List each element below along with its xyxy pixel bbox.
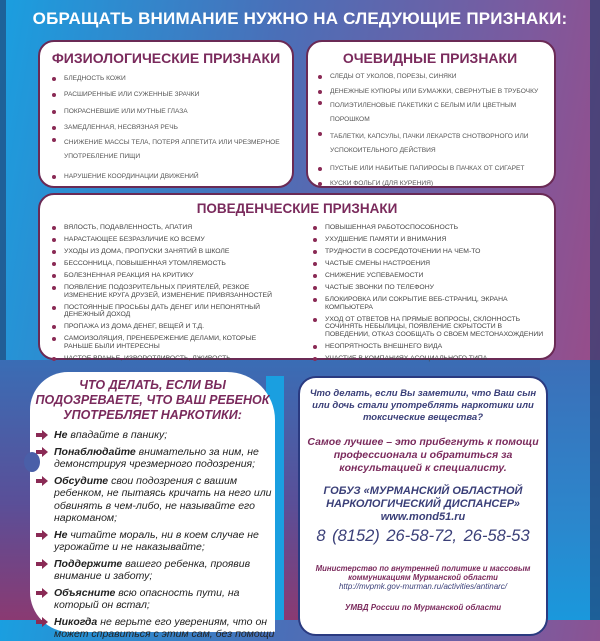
contact-info-box bbox=[298, 376, 548, 636]
list-item: ПРОПАЖА ИЗ ДОМА ДЕНЕГ, ВЕЩЕЙ И Т.Д. bbox=[50, 323, 283, 331]
arrow-right-icon bbox=[36, 559, 48, 569]
list-item: УХОД ОТ ОТВЕТОВ НА ПРЯМЫЕ ВОПРОСЫ, СКЛОННОСТЬ СОЧИНЯТЬ НЕБЫЛИЦЫ, ПОЯВЛЕНИЕ СКРЫТОСТИ В ПОВЕДЕНИИ, ОТКАЗ СООБЩАТЬ О СВОЕМ МЕСТОНАХОЖДЕНИИ bbox=[311, 316, 544, 339]
physiological-list bbox=[50, 75, 282, 181]
info-question: Что делать, если Вы заметили, что Ваш сын или дочь стали употреблять наркотики или токсические вещества? bbox=[309, 388, 537, 423]
list-item: ЧАСТЫЕ СМЕНЫ НАСТРОЕНИЯ bbox=[311, 260, 544, 268]
behavioral-signs-box bbox=[38, 193, 556, 360]
advice-item: Никогда не верьте его уверениям, что он может справиться с этим сам, без помощи bbox=[54, 616, 275, 641]
list-item: БЛОКИРОВКА ИЛИ СОКРЫТИЕ ВЕБ-СТРАНИЦ, ЭКРАНА КОМПЬЮТЕРА bbox=[311, 296, 544, 311]
organization-name: ГОБУЗ «МУРМАНСКИЙ ОБЛАСТНОЙ НАРКОЛОГИЧЕСКИЙ ДИСПАНСЕР» bbox=[323, 485, 523, 510]
arrow-right-icon bbox=[36, 588, 48, 598]
advice-list bbox=[30, 429, 275, 641]
list-item: ДЕНЕЖНЫЕ КУПЮРЫ ИЛИ БУМАЖКИ, СВЕРНУТЫЕ В ТРУБОЧКУ bbox=[316, 88, 544, 96]
list-item: СНИЖЕНИЕ МАССЫ ТЕЛА, ПОТЕРЯ АППЕТИТА ИЛИ ЧРЕЗМЕРНОЕ УПОТРЕБЛЕНИЕ ПИЩИ bbox=[50, 136, 282, 164]
main-title: ОБРАЩАТЬ ВНИМАНИЕ НУЖНО НА СЛЕДУЮЩИЕ ПРИЗНАКИ: bbox=[32, 9, 568, 28]
list-item: УЧАСТИЕ В КОМПАНИЯХ АСОЦИАЛЬНОГО ТИПА bbox=[311, 355, 544, 363]
phone-numbers: 8 (8152) 26-58-72, 26-58-53 bbox=[316, 527, 530, 545]
list-item: ТРУДНОСТИ В СОСРЕДОТОЧЕНИИ НА ЧЕМ-ТО bbox=[311, 248, 544, 256]
obvious-list bbox=[316, 73, 544, 188]
list-item: СЛЕДЫ ОТ УКОЛОВ, ПОРЕЗЫ, СИНЯКИ bbox=[316, 73, 544, 81]
list-item: ПОЛИЭТИЛЕНОВЫЕ ПАКЕТИКИ С БЕЛЫМ ИЛИ ЦВЕТНЫМ ПОРОШКОМ bbox=[316, 99, 544, 127]
list-item: БЕССОННИЦА, ПОВЫШЕННАЯ УТОМЛЯЕМОСТЬ bbox=[50, 260, 283, 268]
list-item: ПОЯВЛЕНИЕ ПОДОЗРИТЕЛЬНЫХ ПРИЯТЕЛЕЙ, РЕЗКОЕ ИЗМЕНЕНИЕ КРУГА ДРУЗЕЙ, ИЗМЕНЕНИЕ ПРИВЯЗАННОСТЕЙ bbox=[50, 284, 283, 299]
obvious-heading: ОЧЕВИДНЫЕ ПРИЗНАКИ bbox=[342, 50, 518, 66]
arrow-right-icon bbox=[36, 617, 48, 627]
cut-off-line: УМВД России по Мурманской области bbox=[344, 603, 502, 612]
list-item: УХОДЫ ИЗ ДОМА, ПРОПУСКИ ЗАНЯТИЙ В ШКОЛЕ bbox=[50, 248, 283, 256]
list-item: ПУСТЫЕ ИЛИ НАБИТЫЕ ПАПИРОСЫ В ПАЧКАХ ОТ СИГАРЕТ bbox=[316, 165, 544, 173]
advice-item: Не впадайте в панику; bbox=[54, 429, 275, 442]
list-item: НАРАСТАЮЩЕЕ БЕЗРАЗЛИЧИЕ КО ВСЕМУ bbox=[50, 236, 283, 244]
list-item: УХУДШЕНИЕ ПАМЯТИ И ВНИМАНИЯ bbox=[311, 236, 544, 244]
arrow-right-icon bbox=[36, 476, 48, 486]
physiological-signs-box bbox=[38, 40, 294, 188]
arrow-right-icon bbox=[36, 530, 48, 540]
list-item: ПОВЫШЕННАЯ РАБОТОСПОСОБНОСТЬ bbox=[311, 224, 544, 232]
obvious-signs-box bbox=[306, 40, 556, 188]
list-item: ТАБЛЕТКИ, КАПСУЛЫ, ПАЧКИ ЛЕКАРСТВ СНОТВОРНОГО ИЛИ УСПОКОИТЕЛЬНОГО ДЕЙСТВИЯ bbox=[316, 130, 544, 158]
advice-item: Объясните всю опасность пути, на который он встал; bbox=[54, 587, 275, 612]
list-item: РАСШИРЕННЫЕ ИЛИ СУЖЕННЫЕ ЗРАЧКИ bbox=[50, 91, 282, 99]
list-item: БЛЕДНОСТЬ КОЖИ bbox=[50, 75, 282, 83]
list-item: ВЯЛОСТЬ, ПОДАВЛЕННОСТЬ, АПАТИЯ bbox=[50, 224, 283, 232]
ministry-url-link[interactable]: http://mvpmk.gov-murman.ru/activities/antinarc/ bbox=[338, 582, 508, 591]
list-item: НАРУШЕНИЕ КООРДИНАЦИИ ДВИЖЕНИЙ bbox=[50, 173, 282, 181]
cloud-notch-decoration bbox=[24, 452, 40, 472]
list-item: КУСКИ ФОЛЬГИ (ДЛЯ КУРЕНИЯ) bbox=[316, 180, 544, 188]
physiological-heading: ФИЗИОЛОГИЧЕСКИЕ ПРИЗНАКИ bbox=[51, 50, 281, 66]
list-item: САМОИЗОЛЯЦИЯ, ПРЕНЕБРЕЖЕНИЕ ДЕЛАМИ, КОТОРЫЕ РАНЬШЕ БЫЛИ ИНТЕРЕСНЫ bbox=[50, 335, 283, 350]
list-item: БОЛЕЗНЕННАЯ РЕАКЦИЯ НА КРИТИКУ bbox=[50, 272, 283, 280]
list-item: ПОКРАСНЕВШИЕ ИЛИ МУТНЫЕ ГЛАЗА bbox=[50, 108, 282, 116]
list-item: НЕОПРЯТНОСТЬ ВНЕШНЕГО ВИДА bbox=[311, 343, 544, 351]
list-item: ПОСТОЯННЫЕ ПРОСЬБЫ ДАТЬ ДЕНЕГ ИЛИ НЕПОНЯТНЫЙ ДЕНЕЖНЫЙ ДОХОД bbox=[50, 304, 283, 319]
website-link[interactable]: www.mond51.ru bbox=[380, 511, 466, 523]
list-item: ЗАМЕДЛЕННАЯ, НЕСВЯЗНАЯ РЕЧЬ bbox=[50, 124, 282, 132]
info-recommendation: Самое лучшее – это прибегнуть к помощи профессионала и обратиться за консультацией к специалисту. bbox=[307, 436, 539, 474]
ministry-name: Министерство по внутренней политике и массовым коммуникациям Мурманской области bbox=[315, 564, 531, 582]
frame-right bbox=[590, 0, 600, 620]
advice-heading: ЧТО ДЕЛАТЬ, ЕСЛИ ВЫ ПОДОЗРЕВАЕТЕ, ЧТО ВАШ РЕБЕНОК УПОТРЕБЛЯЕТ НАРКОТИКИ: bbox=[35, 378, 270, 422]
advice-item: Понаблюдайте внимательно за ним, не демонстрируя чрезмерного подозрения; bbox=[54, 446, 275, 471]
behavioral-heading: ПОВЕДЕНЧЕСКИЕ ПРИЗНАКИ bbox=[196, 201, 398, 216]
behavioral-column-left bbox=[50, 219, 283, 362]
arrow-right-icon bbox=[36, 430, 48, 440]
list-item: ЧАСТЫЕ ЗВОНКИ ПО ТЕЛЕФОНУ bbox=[311, 284, 544, 292]
advice-item: Обсудите свои подозрения с вашим ребенком, не пытаясь кричать на него или обвинять в чем-либо, не называйте его наркоманом; bbox=[54, 475, 275, 525]
list-item: ЧАСТОЕ ВРАНЬЕ, ИЗВОРОТЛИВОСТЬ, ЛЖИВОСТЬ bbox=[50, 355, 283, 363]
advice-item: Поддержите вашего ребенка, проявив внимание и заботу; bbox=[54, 558, 275, 583]
list-item: СНИЖЕНИЕ УСПЕВАЕМОСТИ bbox=[311, 272, 544, 280]
advice-item: Не читайте мораль, ни в коем случае не угрожайте и не наказывайте; bbox=[54, 529, 275, 554]
advice-cloud bbox=[30, 372, 275, 640]
behavioral-column-right bbox=[283, 219, 544, 362]
